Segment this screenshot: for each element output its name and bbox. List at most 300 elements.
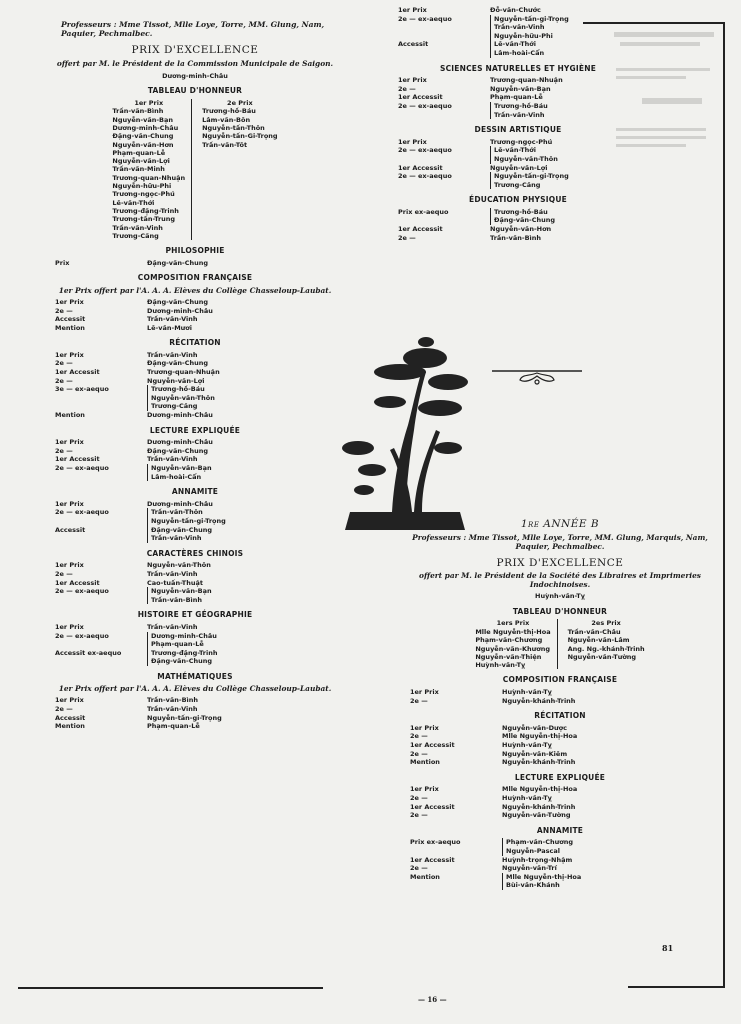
award-row <box>410 856 710 865</box>
award-section <box>55 673 335 731</box>
award-name: Lâm-hoài-Cẩn <box>494 48 545 57</box>
honor-roll-name: Trương-tấn-Trung <box>112 215 176 224</box>
award-row <box>410 758 710 767</box>
award-name: Trương-ngọc-Phú <box>490 137 553 146</box>
award-rank: 2e — ex-aequo <box>55 587 109 596</box>
award-rank: 1er Prix <box>410 785 439 794</box>
award-name: Nguyễn-tấn-gi-Trọng <box>494 14 569 23</box>
honor-roll-name: Trần-văn-Bình <box>112 107 164 116</box>
award-rank: Mention <box>55 722 85 731</box>
honor-roll-name: Nguyễn-văn-Hơn <box>112 140 174 149</box>
award-rank: 2e — <box>55 306 73 315</box>
award-rank: 1er Accessit <box>410 741 455 750</box>
award-rank: 2e — ex-aequo <box>55 464 109 472</box>
award-rank: Mention <box>55 411 85 420</box>
award-names <box>147 526 212 543</box>
award-rank: 2e — <box>55 446 73 455</box>
award-name: Đặng-văn-Chung <box>494 216 556 225</box>
award-names <box>147 508 226 525</box>
section-heading: ANNAMITE <box>171 487 219 497</box>
award-rank: 1er Accessit <box>55 368 100 377</box>
award-row <box>398 40 638 57</box>
award-rank: 2e — <box>410 811 428 820</box>
honor-roll-name: Phạm-quan-Lễ <box>112 148 166 157</box>
award-name: Trần-văn-Vinh <box>147 705 198 714</box>
honor-roll-name: Trần-văn-Tôt <box>202 140 248 149</box>
award-rank: 1er Prix <box>55 499 84 508</box>
award-row <box>398 102 638 119</box>
award-row <box>55 623 335 632</box>
honor-roll-first <box>112 99 192 240</box>
honor-roll-name: Nguyễn-văn-Lâm <box>567 636 630 645</box>
award-name: Đặng-văn-Chung <box>151 657 213 666</box>
award-row <box>410 803 710 812</box>
award-row <box>55 561 335 570</box>
honor-roll-name: Nguyễn-văn-Tường <box>567 652 637 661</box>
award-names <box>490 15 569 41</box>
award-rank: 2e — ex-aequo <box>55 631 109 640</box>
award-row <box>398 225 638 234</box>
class-honor-roll-second-names <box>568 628 645 661</box>
award-names <box>502 794 552 803</box>
prize-winner: Dương-minh-Châu <box>162 71 228 80</box>
award-name: Nguyễn-khánh-Trinh <box>502 802 576 811</box>
award-row <box>55 298 335 307</box>
award-name: Trần-văn-Bình <box>151 595 203 604</box>
frame-border-bottom-left <box>18 987 323 989</box>
award-name: Dương-minh-Châu <box>147 438 213 447</box>
award-row <box>398 208 638 225</box>
class-professors: Professeurs : Mme Tissot, Mlle Loye, Torre, MM. Glung, Marquis, Nam, Paquier, Pechmalbec. <box>412 532 708 551</box>
award-names <box>502 741 552 750</box>
class-honor-roll-first-names <box>475 628 550 669</box>
section-heading: COMPOSITION FRANÇAISE <box>137 273 253 283</box>
award-row <box>398 6 638 15</box>
award-row <box>410 838 710 855</box>
award-name: Nguyễn-văn-Thôn <box>494 154 558 163</box>
award-names <box>147 705 198 714</box>
honor-roll-first-heading: 1er Prix <box>134 98 164 107</box>
class-honor-roll-second-heading: 2es Prix <box>591 619 621 628</box>
award-row <box>398 93 638 102</box>
award-rank: 1er Accessit <box>398 225 443 234</box>
award-row <box>55 359 335 368</box>
class-honor-roll-first-heading: 1ers Prix <box>496 619 530 628</box>
award-names <box>502 838 573 855</box>
award-name: Lê-văn-Thới <box>494 146 536 155</box>
section-heading: RÉCITATION <box>534 711 586 721</box>
award-name: Trương-hồ-Báu <box>494 207 548 216</box>
section-note: 1er Prix offert par l'A. A. A. Elèves du Collège Chasseloup-Laubat. <box>58 684 332 694</box>
award-names <box>147 377 204 386</box>
award-name: Dương-minh-Châu <box>147 411 213 420</box>
award-rank: Mention <box>410 758 440 767</box>
award-names <box>147 298 208 307</box>
section-heading: ANNAMITE <box>536 825 584 835</box>
section-heading: COMPOSITION FRANÇAISE <box>502 675 618 685</box>
award-names <box>147 259 208 268</box>
section-heading: SCIENCES NATURELLES ET HYGIÈNE <box>439 63 597 73</box>
award-name: Bùi-văn-Khánh <box>506 881 560 890</box>
honor-roll-second-heading: 2e Prix <box>227 98 253 107</box>
award-row <box>410 750 710 759</box>
honor-roll-name: Trần-văn-Vinh <box>112 223 163 232</box>
prize-heading: PRIX D'EXCELLENCE <box>131 44 259 56</box>
award-name: Lâm-hoài-Cẩn <box>151 472 202 481</box>
award-row <box>410 873 710 890</box>
award-section <box>410 827 710 890</box>
award-row <box>55 500 335 509</box>
award-row <box>55 722 335 731</box>
honor-roll-name: Trương-quan-Nhuận <box>112 173 186 182</box>
award-row <box>55 447 335 456</box>
class-prize-winner: Huỳnh-văn-Tỵ <box>535 592 585 601</box>
award-section <box>398 6 638 58</box>
award-name: Phạm-quan-Lễ <box>147 722 200 731</box>
award-name: Phạm-quan-Lễ <box>151 640 204 649</box>
award-name: Lê-văn-Thới <box>494 40 536 49</box>
award-names <box>147 455 198 464</box>
award-rank: 2e — <box>55 359 73 368</box>
award-row <box>55 632 335 649</box>
award-row <box>55 315 335 324</box>
award-name: Trần-văn-Vinh <box>147 622 198 631</box>
award-names <box>147 411 213 420</box>
award-names <box>490 40 544 57</box>
award-rank: 2e — ex-aequo <box>398 101 452 110</box>
frame-border-bottom <box>628 986 725 988</box>
section-heading: HISTOIRE ET GÉOGRAPHIE <box>137 610 253 620</box>
award-row <box>410 741 710 750</box>
honor-roll-name: Nguyễn-tấn-Gi-Trọng <box>202 132 278 141</box>
honor-roll-name: Nguyễn-văn-Lợi <box>112 157 170 166</box>
award-rank: 2e — ex-aequo <box>398 146 452 155</box>
award-name: Nguyễn-văn-Tường <box>502 811 571 820</box>
award-name: Trương-đặng-Trinh <box>151 648 218 657</box>
right-column <box>398 6 638 242</box>
award-rank: 1er Prix <box>55 622 84 631</box>
award-name: Nguyễn-văn-Lợi <box>490 163 548 172</box>
award-name: Trương-hồ-Báu <box>151 385 205 394</box>
professors-line: Professeurs : Mme Tissot, Mlle Loye, Torre, MM. Glung, Nam, Paquier, Pechmalbec. <box>61 20 325 38</box>
award-rank: 2e — ex-aequo <box>398 14 452 23</box>
award-row <box>55 587 335 604</box>
award-rank: Accessit <box>55 525 86 534</box>
award-names <box>147 570 198 579</box>
honor-roll-name: Ang. Ng.-khánh-Trinh <box>567 644 645 653</box>
award-name: Huỳnh-văn-Tỵ <box>502 688 552 697</box>
award-rank: Mention <box>55 323 85 332</box>
award-names <box>502 811 571 820</box>
award-rank: Prix <box>55 258 70 267</box>
award-names <box>147 579 203 588</box>
award-name: Mlle Nguyễn-thị-Hoa <box>502 732 578 741</box>
award-name: Đặng-văn-Chung <box>147 297 209 306</box>
award-rank: 1er Prix <box>398 76 427 85</box>
award-row <box>398 15 638 41</box>
award-section <box>55 247 335 267</box>
award-name: Trần-văn-Vinh <box>494 110 545 119</box>
class-honor-roll-second <box>568 619 645 669</box>
award-name: Đặng-văn-Chung <box>151 525 213 534</box>
award-section <box>55 274 335 332</box>
award-row <box>410 785 710 794</box>
class-prize-heading: PRIX D'EXCELLENCE <box>496 556 624 569</box>
award-names <box>147 307 213 316</box>
award-name: Huỳnh-văn-Tỵ <box>502 793 552 802</box>
award-name: Phạm-quan-Lễ <box>490 93 543 102</box>
award-name: Nguyễn-văn-Bạn <box>151 464 212 472</box>
award-row <box>55 508 335 525</box>
award-rank: 1er Accessit <box>55 455 100 464</box>
award-name: Nguyễn-văn-Kiêm <box>502 749 568 758</box>
award-names <box>147 722 200 731</box>
award-rank: 2e — <box>410 696 428 705</box>
award-row <box>55 696 335 705</box>
award-row <box>55 464 335 481</box>
award-rank: Prix ex-aequo <box>410 838 461 847</box>
left-column <box>55 20 335 731</box>
award-row <box>410 697 710 706</box>
award-rank: 1er Accessit <box>398 93 443 102</box>
right-sections <box>398 6 638 242</box>
award-name: Trương-hồ-Báu <box>494 101 548 110</box>
award-names <box>490 138 552 147</box>
honor-roll-name: Phạm-văn-Chương <box>475 636 543 645</box>
award-rank: 2e — ex-aequo <box>55 508 109 517</box>
honor-roll <box>55 99 335 240</box>
award-names <box>490 146 558 163</box>
award-rank: 1er Prix <box>398 6 427 14</box>
award-names <box>147 368 220 377</box>
honor-roll-heading: TABLEAU D'HONNEUR <box>147 86 243 96</box>
award-names <box>147 351 198 360</box>
award-name: Mlle Nguyễn-thị-Hoa <box>502 785 578 794</box>
honor-roll-name: Huỳnh-văn-Tỵ <box>475 661 526 670</box>
award-names <box>490 225 551 234</box>
award-names <box>147 315 198 324</box>
award-name: Huỳnh-trọng-Nhậm <box>502 855 573 864</box>
award-names <box>502 732 577 741</box>
honor-roll-name: Mlle Nguyễn-thị-Hoa <box>475 627 551 636</box>
award-names <box>490 234 541 243</box>
award-rank: 1er Prix <box>398 137 427 146</box>
award-row <box>55 307 335 316</box>
award-names <box>490 164 547 173</box>
award-name: Nguyễn-khánh-Trinh <box>502 758 576 767</box>
award-section <box>55 488 335 543</box>
honor-roll-second-names <box>202 107 278 148</box>
award-names <box>502 688 552 697</box>
honor-roll-name: Lâm-văn-Bôn <box>202 115 251 124</box>
award-rank: 1er Prix <box>55 297 84 306</box>
award-row <box>55 579 335 588</box>
award-rank: 1er Prix <box>410 723 439 732</box>
award-row <box>55 259 335 268</box>
honor-roll-name: Trương-Căng <box>112 231 159 240</box>
honor-roll-first-names <box>112 107 185 240</box>
award-section <box>55 611 335 666</box>
section-heading: ÉDUCATION PHYSIQUE <box>469 195 567 205</box>
award-names <box>147 714 222 723</box>
award-name: Dương-minh-Châu <box>147 306 213 315</box>
award-row <box>55 351 335 360</box>
award-name: Trần-văn-Vinh <box>147 569 198 578</box>
award-name: Nguyễn-Pascal <box>506 846 561 855</box>
award-names <box>147 500 213 509</box>
award-section <box>410 774 710 820</box>
section-note: 1er Prix offert par l'A. A. A. Elèves du Collège Chasseloup-Laubat. <box>58 285 332 295</box>
award-section <box>55 427 335 482</box>
award-names <box>490 208 555 225</box>
honor-roll-name: Trương-ngọc-Phú <box>112 190 175 199</box>
section-heading: MATHÉMATIQUES <box>157 671 233 681</box>
award-name: Đặng-văn-Chung <box>147 359 209 368</box>
award-name: Nguyễn-văn-Trí <box>502 864 557 873</box>
class-heading: 1re ANNÉE B <box>520 518 600 530</box>
award-names <box>147 359 208 368</box>
award-row <box>55 324 335 333</box>
honor-roll-name: Dương-minh-Châu <box>112 123 179 132</box>
section-heading: DESSIN ARTISTIQUE <box>474 125 562 135</box>
award-name: Nguyễn-văn-Dược <box>502 723 567 732</box>
award-names <box>502 785 577 794</box>
award-name: Nguyễn-hữu-Phi <box>494 31 553 40</box>
honor-roll-second <box>202 99 278 240</box>
award-name: Trần-văn-Vinh <box>494 23 545 32</box>
award-rank: 1er Prix <box>55 561 84 570</box>
award-rank: 2e — <box>410 732 428 741</box>
award-row <box>55 526 335 543</box>
class-prize-offered: offert par M. le Président de la Société des Libraires et Imprimeries Indochinoises. <box>419 571 701 590</box>
award-name: Nguyễn-văn-Lợi <box>147 376 205 385</box>
award-name: Lê-văn-Mươi <box>147 323 192 332</box>
award-name: Trương-Căng <box>494 180 541 189</box>
prize-offered-by: offert par M. le Président de la Commission Municipale de Saigon. <box>56 58 334 68</box>
section-heading: CARACTÈRES CHINOIS <box>146 548 244 558</box>
award-name: Trương-Căng <box>151 402 198 411</box>
award-names <box>147 561 211 570</box>
award-names <box>147 696 198 705</box>
award-row <box>55 377 335 386</box>
award-rank: 2e — <box>55 705 73 714</box>
award-name: Nguyễn-văn-Hơn <box>490 225 552 234</box>
award-names <box>147 385 215 411</box>
award-row <box>55 649 335 666</box>
award-rank: 2e — <box>410 749 428 758</box>
award-section <box>55 550 335 605</box>
class-honor-roll-heading: TABLEAU D'HONNEUR <box>512 606 608 616</box>
award-names <box>147 623 198 632</box>
award-section <box>410 676 710 705</box>
ornament <box>492 368 582 388</box>
award-rank: Accessit <box>398 40 429 49</box>
award-name: Nguyễn-tấn-gi-Trọng <box>147 713 222 722</box>
award-names <box>147 324 192 333</box>
annee-b-sections <box>410 676 710 889</box>
award-name: Nguyễn-tấn-gi-Trọng <box>494 172 569 181</box>
award-name: Nguyễn-văn-Thôn <box>151 393 215 402</box>
section-heading: RÉCITATION <box>169 338 221 348</box>
award-section <box>55 339 335 419</box>
award-names <box>502 864 557 873</box>
award-name: Trương-quan-Nhuận <box>490 76 563 85</box>
honor-roll-name: Nguyễn-hữu-Phi <box>112 182 172 191</box>
award-names <box>490 93 543 102</box>
award-row <box>398 76 638 85</box>
award-name: Trần-văn-Vinh <box>151 534 202 543</box>
left-sections <box>55 247 335 731</box>
award-rank: Accessit <box>55 315 86 324</box>
honor-roll-name: Nguyễn-tấn-Thôn <box>202 123 265 132</box>
award-section <box>398 65 638 120</box>
award-name: Nguyễn-văn-Thôn <box>147 561 211 570</box>
award-names <box>490 76 563 85</box>
section-heading: LECTURE EXPLIQUÉE <box>149 425 241 435</box>
award-rank: Accessit <box>55 713 86 722</box>
award-name: Trần-văn-Vinh <box>147 455 198 464</box>
award-row <box>410 794 710 803</box>
award-rank: 1er Accessit <box>398 163 443 172</box>
award-names <box>502 803 575 812</box>
award-section <box>410 712 710 767</box>
honor-roll-name: Nguyễn-văn-Thiện <box>475 652 542 661</box>
award-name: Trương-quan-Nhuận <box>147 368 220 377</box>
award-row <box>55 570 335 579</box>
honor-roll-name: Trần-văn-Châu <box>567 627 621 636</box>
honor-roll-name: Trần-văn-Minh <box>112 165 165 174</box>
award-name: Mlle Nguyễn-thị-Hoa <box>506 872 582 881</box>
section-heading: PHILOSOPHIE <box>165 246 225 256</box>
award-rank: Prix ex-aequo <box>398 207 449 216</box>
class-honor-roll-first <box>475 619 557 669</box>
award-rank: 2e — ex-aequo <box>398 172 452 181</box>
award-row <box>410 732 710 741</box>
award-name: Trần-văn-Thôn <box>151 508 203 517</box>
class-honor-roll <box>410 619 710 669</box>
award-name: Nguyễn-văn-Bạn <box>151 587 212 596</box>
award-name: Nguyễn-tấn-gi-Trọng <box>151 516 226 525</box>
award-row <box>398 234 638 243</box>
award-names <box>147 447 208 456</box>
award-row <box>55 714 335 723</box>
award-row <box>55 411 335 420</box>
award-rank: 2e — <box>410 864 428 873</box>
award-row <box>410 811 710 820</box>
award-name: Đỗ-văn-Chước <box>490 6 541 14</box>
award-row <box>55 385 335 411</box>
honor-roll-name: Nguyễn-văn-Bạn <box>112 115 173 124</box>
award-name: Huỳnh-văn-Tỵ <box>502 741 552 750</box>
award-names <box>147 438 213 447</box>
folio: — 16 — <box>418 995 447 1004</box>
award-name: Trần-văn-Bình <box>147 696 199 705</box>
award-names <box>490 172 569 189</box>
award-rank: 1er Prix <box>55 438 84 447</box>
honor-roll-name: Lê-văn-Thới <box>112 198 155 207</box>
honor-roll-name: Nguyễn-văn-Khương <box>475 644 551 653</box>
award-names <box>502 856 572 865</box>
award-name: Cao-tuấn-Thuật <box>147 578 203 587</box>
award-name: Dương-minh-Châu <box>151 631 217 640</box>
award-row <box>55 705 335 714</box>
award-name: Đặng-văn-Chung <box>147 446 209 455</box>
award-rank: 2e — <box>410 793 428 802</box>
award-name: Nguyễn-văn-Bạn <box>490 84 551 93</box>
award-names <box>490 6 541 15</box>
award-names <box>502 873 581 890</box>
award-row <box>398 146 638 163</box>
